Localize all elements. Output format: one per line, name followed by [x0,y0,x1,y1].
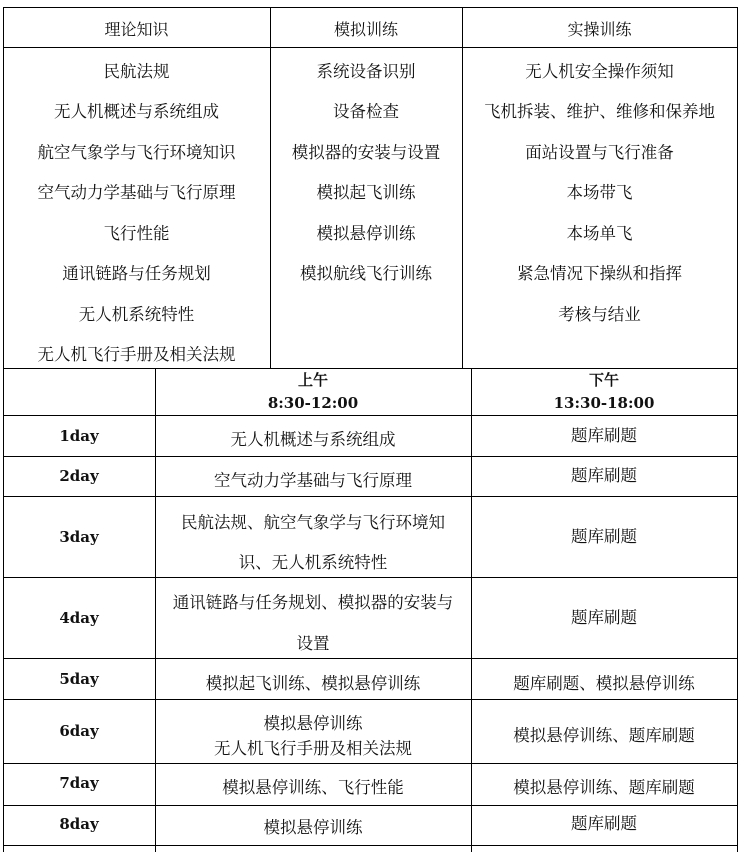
rule [3,845,738,846]
day-label: 1day [59,427,99,445]
simulation-item: 模拟悬停训练 [316,224,416,243]
header-practice: 实操训练 [567,20,632,39]
rule [3,577,738,578]
day-label: 6day [59,722,99,740]
rule [3,368,738,369]
theory-item: 航空气象学与飞行环境知识 [37,143,236,162]
simulation-item: 模拟器的安装与设置 [291,143,441,162]
afternoon-time: 13:30-18:00 [553,394,655,412]
rule [3,699,738,700]
rule [3,496,738,497]
morning-content: 通讯链路与任务规划、模拟器的安装与 [172,593,454,612]
practice-item: 无人机安全操作须知 [525,62,674,81]
rule [3,658,738,659]
afternoon-content: 题库刷题 [571,527,637,546]
theory-item: 飞行性能 [103,224,170,243]
morning-content: 模拟起飞训练、模拟悬停训练 [205,674,421,693]
morning-content: 无人机飞行手册及相关法规 [214,739,412,758]
day-label: 3day [59,528,99,546]
theory-item: 无人机概述与系统组成 [54,102,219,121]
simulation-item: 模拟航线飞行训练 [300,264,432,283]
morning-content: 设置 [296,634,330,653]
morning-content: 识、无人机系统特性 [238,553,388,572]
rule [3,763,738,764]
practice-item: 本场单飞 [566,224,633,243]
practice-item: 飞机拆装、维护、维修和保养地 [484,102,715,121]
simulation-item: 设备检查 [333,102,399,121]
theory-item: 无人机飞行手册及相关法规 [37,345,236,364]
theory-item: 空气动力学基础与飞行原理 [37,183,236,202]
afternoon-label: 下午 [588,371,619,389]
morning-time: 8:30-12:00 [267,394,359,412]
morning-content: 无人机概述与系统组成 [230,430,396,449]
header-theory: 理论知识 [104,20,169,39]
simulation-item: 系统设备识别 [316,62,416,81]
practice-item: 紧急情况下操纵和指挥 [517,264,682,283]
afternoon-content: 题库刷题 [571,426,637,445]
rule [3,805,738,806]
morning-label: 上午 [297,371,328,389]
theory-item: 无人机系统特性 [78,305,195,324]
afternoon-content: 题库刷题、模拟悬停训练 [513,674,695,693]
afternoon-content: 题库刷题 [571,466,637,485]
rule [3,456,738,457]
day-label: 8day [59,815,99,833]
theory-item: 通讯链路与任务规划 [62,264,211,283]
morning-content: 模拟悬停训练 [263,714,363,733]
morning-content: 空气动力学基础与飞行原理 [214,471,412,490]
morning-content: 模拟悬停训练、飞行性能 [222,778,404,797]
morning-content: 民航法规、航空气象学与飞行环境知 [181,513,445,532]
rule [3,415,738,416]
header-simulation: 模拟训练 [333,20,398,39]
rule [3,7,738,8]
day-label: 7day [59,774,99,792]
rule [3,47,738,48]
day-label: 4day [59,609,99,627]
practice-item: 面站设置与飞行准备 [525,143,674,162]
afternoon-content: 模拟悬停训练、题库刷题 [513,778,695,797]
theory-item: 民航法规 [103,62,170,81]
afternoon-content: 题库刷题 [571,814,637,833]
afternoon-content: 模拟悬停训练、题库刷题 [513,726,695,745]
practice-item: 考核与结业 [558,305,641,324]
afternoon-content: 题库刷题 [571,608,637,627]
morning-content: 模拟悬停训练 [263,818,363,837]
practice-item: 本场带飞 [566,183,633,202]
day-label: 5day [59,670,99,688]
simulation-item: 模拟起飞训练 [316,183,416,202]
day-label: 2day [59,467,99,485]
rule [737,7,738,852]
